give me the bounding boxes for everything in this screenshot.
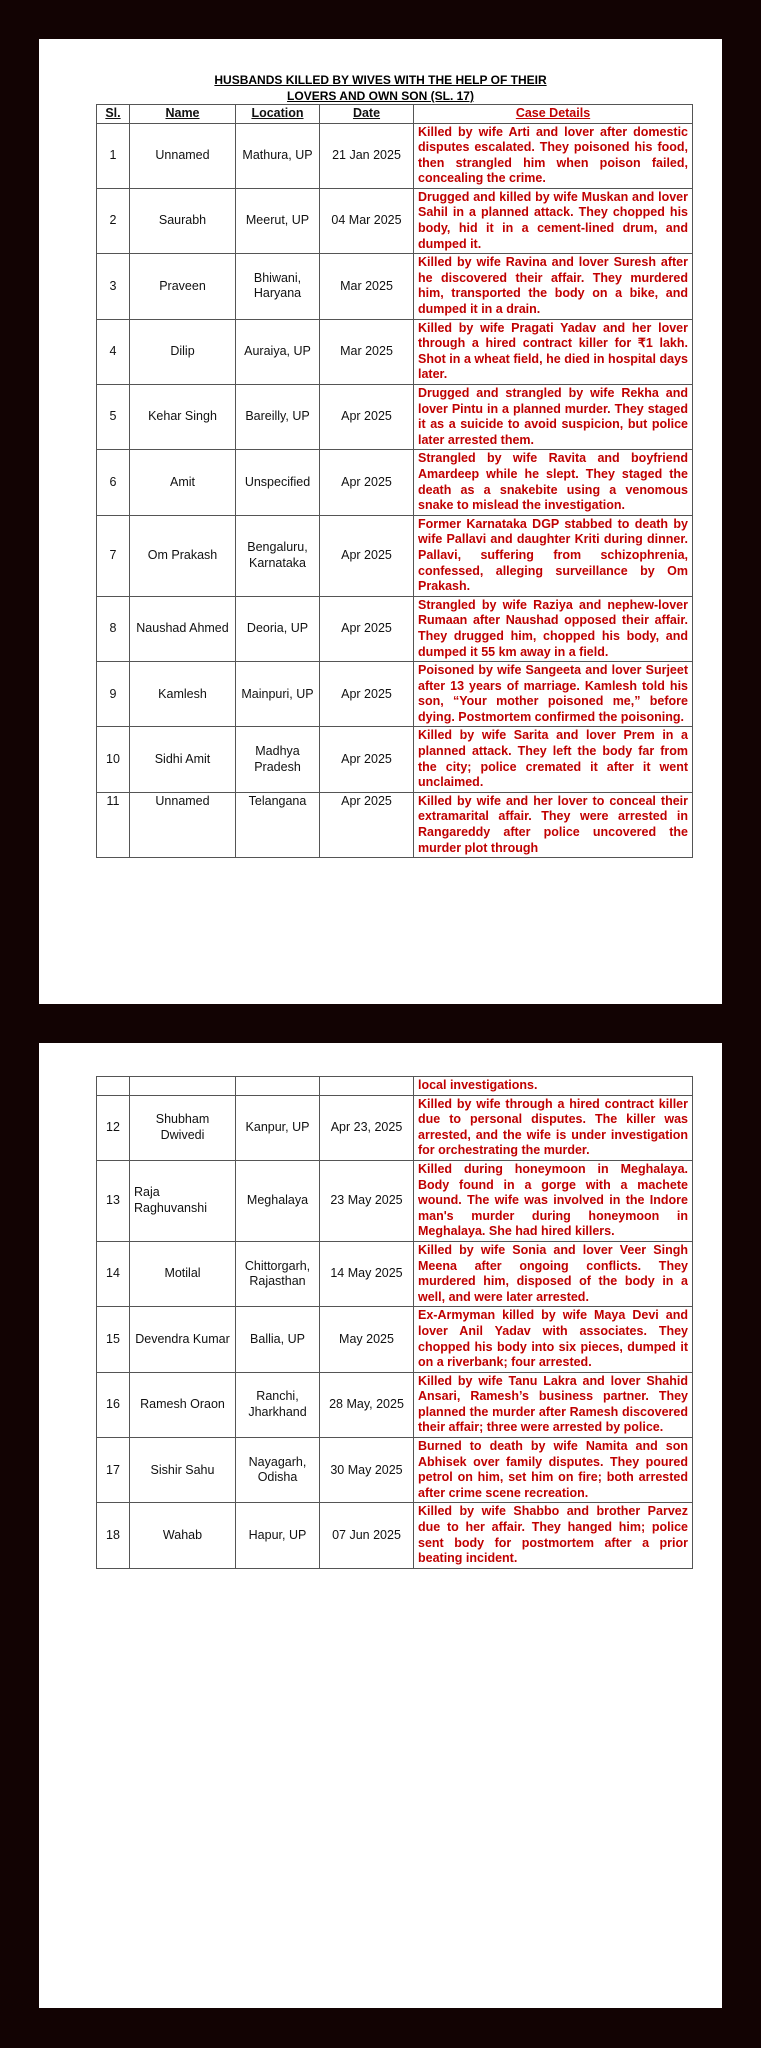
cell-date: Mar 2025 bbox=[320, 319, 414, 384]
table-row bbox=[97, 1160, 693, 1241]
cell-case-details: Strangled by wife Raziya and nephew-lover Rumaan after Naushad opposed their affair. They drugged him, chopped his body, and dumped it 55 km away in a field. bbox=[414, 596, 693, 661]
cell-case-details: Strangled by wife Ravita and boyfriend Amardeep while he slept. They staged the death as a snakebite using a venomous snake to mislead the investigation. bbox=[414, 450, 693, 515]
cell-date: 21 Jan 2025 bbox=[320, 123, 414, 188]
cell-sl: 1 bbox=[97, 123, 130, 188]
cell-case-details: Former Karnataka DGP stabbed to death by wife Pallavi and daughter Kriti during dinner. Pallavi, suffering from schizophrenia, confessed, alleging surveillance by Om Prakash. bbox=[414, 515, 693, 596]
cell-date: Apr 23, 2025 bbox=[320, 1095, 414, 1160]
cell-sl: 9 bbox=[97, 662, 130, 727]
cell-name: Amit bbox=[130, 450, 236, 515]
cell-location: Nayagarh, Odisha bbox=[236, 1438, 320, 1503]
table-row bbox=[97, 319, 693, 384]
cell-location: Bareilly, UP bbox=[236, 385, 320, 450]
header-case-details: Case Details bbox=[414, 105, 693, 124]
cell-location: Mainpuri, UP bbox=[236, 662, 320, 727]
cases-table-page-2 bbox=[96, 1076, 693, 1569]
cell-date: Apr 2025 bbox=[320, 385, 414, 450]
cell-date: Apr 2025 bbox=[320, 792, 414, 857]
cell-date: Apr 2025 bbox=[320, 450, 414, 515]
cell-date: Mar 2025 bbox=[320, 254, 414, 319]
cell-date: Apr 2025 bbox=[320, 515, 414, 596]
cell-sl: 17 bbox=[97, 1438, 130, 1503]
cell-name: Raja Raghuvanshi bbox=[130, 1160, 236, 1241]
cell-case-details: Killed by wife Sonia and lover Veer Singh Meena after ongoing conflicts. They murdered him, disposed of the body in a well, and were later arrested. bbox=[414, 1241, 693, 1306]
cell-location: Ballia, UP bbox=[236, 1307, 320, 1372]
table-row bbox=[97, 385, 693, 450]
cell-location: Kanpur, UP bbox=[236, 1095, 320, 1160]
table-row bbox=[97, 515, 693, 596]
header-sl: Sl. bbox=[97, 105, 130, 124]
cell-sl: 7 bbox=[97, 515, 130, 596]
cell-name: Saurabh bbox=[130, 188, 236, 253]
cell-location: Meerut, UP bbox=[236, 188, 320, 253]
cell-date: 23 May 2025 bbox=[320, 1160, 414, 1241]
cell-date: 14 May 2025 bbox=[320, 1241, 414, 1306]
cell-sl: 10 bbox=[97, 727, 130, 792]
cell-location: Chittorgarh, Rajasthan bbox=[236, 1241, 320, 1306]
cell-case-details: Killed by wife Tanu Lakra and lover Shahid Ansari, Ramesh’s business partner. They planned the murder after Ramesh discovered their affair; three were arrested by police. bbox=[414, 1372, 693, 1437]
cell-name: Kamlesh bbox=[130, 662, 236, 727]
cell-case-details: Burned to death by wife Namita and son Abhisek over family disputes. They poured petrol on him, set him on fire; both arrested after crime scene recreation. bbox=[414, 1438, 693, 1503]
table-row bbox=[97, 792, 693, 857]
cell-date: May 2025 bbox=[320, 1307, 414, 1372]
header-name: Name bbox=[130, 105, 236, 124]
cell-location: Meghalaya bbox=[236, 1160, 320, 1241]
cell-location: Ranchi, Jharkhand bbox=[236, 1372, 320, 1437]
cell-date: 28 May, 2025 bbox=[320, 1372, 414, 1437]
title-line-2: LOVERS AND OWN SON (SL. 17) bbox=[287, 89, 474, 103]
case-details-continuation: local investigations. bbox=[414, 1077, 693, 1096]
table-row bbox=[97, 1241, 693, 1306]
cell-sl: 4 bbox=[97, 319, 130, 384]
cell-name: Kehar Singh bbox=[130, 385, 236, 450]
cell-name: Dilip bbox=[130, 319, 236, 384]
cell-case-details: Killed by wife Pragati Yadav and her lover through a hired contract killer for ₹1 lakh. Shot in a wheat field, he died in hospital days later. bbox=[414, 319, 693, 384]
cell-sl: 18 bbox=[97, 1503, 130, 1568]
cell-sl: 2 bbox=[97, 188, 130, 253]
cell-name: Sishir Sahu bbox=[130, 1438, 236, 1503]
cell-name: Praveen bbox=[130, 254, 236, 319]
cell-location: Deoria, UP bbox=[236, 596, 320, 661]
cell-date: 04 Mar 2025 bbox=[320, 188, 414, 253]
cell-case-details: Killed by wife and her lover to conceal their extramarital affair. They were arrested in Rangareddy after police uncovered the murder plot through bbox=[414, 792, 693, 857]
cell-date: Apr 2025 bbox=[320, 727, 414, 792]
cell-case-details: Killed by wife Ravina and lover Suresh after he discovered their affair. They murdered him, transported the body on a bike, and dumped it in a drain. bbox=[414, 254, 693, 319]
cell-name: Om Prakash bbox=[130, 515, 236, 596]
cell-name: Unnamed bbox=[130, 123, 236, 188]
table-row bbox=[97, 662, 693, 727]
cell-location: Auraiya, UP bbox=[236, 319, 320, 384]
cell-name: Sidhi Amit bbox=[130, 727, 236, 792]
cell-date: Apr 2025 bbox=[320, 596, 414, 661]
table-row bbox=[97, 1372, 693, 1437]
table-row bbox=[97, 1438, 693, 1503]
cell-location: Mathura, UP bbox=[236, 123, 320, 188]
title-line-1: HUSBANDS KILLED BY WIVES WITH THE HELP OF THEIR bbox=[214, 73, 547, 87]
cell-location: Bhiwani, Haryana bbox=[236, 254, 320, 319]
table-row bbox=[97, 1503, 693, 1568]
cell-case-details: Killed during honeymoon in Meghalaya. Body found in a gorge with a machete wound. The wife was involved in the Indore man's murder during honeymoon in Meghalaya. She had hired killers. bbox=[414, 1160, 693, 1241]
cell-sl: 5 bbox=[97, 385, 130, 450]
cell-sl: 11 bbox=[97, 792, 130, 857]
table-row bbox=[97, 123, 693, 188]
cell-name: Devendra Kumar bbox=[130, 1307, 236, 1372]
cell-date: Apr 2025 bbox=[320, 662, 414, 727]
cell-name: Wahab bbox=[130, 1503, 236, 1568]
cell-sl: 13 bbox=[97, 1160, 130, 1241]
document-title bbox=[39, 72, 722, 104]
cell-sl: 16 bbox=[97, 1372, 130, 1437]
cell-sl: 14 bbox=[97, 1241, 130, 1306]
cell-name: Ramesh Oraon bbox=[130, 1372, 236, 1437]
cell-sl: 3 bbox=[97, 254, 130, 319]
table-row bbox=[97, 596, 693, 661]
document-page-1 bbox=[39, 39, 722, 1004]
cell-name: Naushad Ahmed bbox=[130, 596, 236, 661]
cell-location: Hapur, UP bbox=[236, 1503, 320, 1568]
table-row bbox=[97, 1095, 693, 1160]
table-header-row bbox=[97, 105, 693, 124]
cell-location: Unspecified bbox=[236, 450, 320, 515]
cell-location: Bengaluru, Karnataka bbox=[236, 515, 320, 596]
cell-case-details: Killed by wife Sarita and lover Prem in a planned attack. They left the body far from the city; police cremated it after it went unclaimed. bbox=[414, 727, 693, 792]
cell-location: Telangana bbox=[236, 792, 320, 857]
cell-sl: 12 bbox=[97, 1095, 130, 1160]
cell-date: 07 Jun 2025 bbox=[320, 1503, 414, 1568]
cell-location: Madhya Pradesh bbox=[236, 727, 320, 792]
cell-sl: 6 bbox=[97, 450, 130, 515]
cell-case-details: Killed by wife Shabbo and brother Parvez due to her affair. They hanged him; police sent body for postmortem after a prior beating incident. bbox=[414, 1503, 693, 1568]
cell-case-details: Ex-Armyman killed by wife Maya Devi and lover Anil Yadav with associates. They chopped his body into six pieces, dumped it on a riverbank; four arrested. bbox=[414, 1307, 693, 1372]
cell-sl: 15 bbox=[97, 1307, 130, 1372]
table-row bbox=[97, 188, 693, 253]
table-row bbox=[97, 450, 693, 515]
cell-name: Unnamed bbox=[130, 792, 236, 857]
cell-case-details: Killed by wife Arti and lover after domestic disputes escalated. They poisoned his food, then strangled him when poison failed, concealing the crime. bbox=[414, 123, 693, 188]
cases-table-page-1 bbox=[96, 104, 693, 858]
cell-name: Motilal bbox=[130, 1241, 236, 1306]
table-row bbox=[97, 1307, 693, 1372]
cell-case-details: Poisoned by wife Sangeeta and lover Surjeet after 13 years of marriage. Kamlesh told his son, “Your mother poisoned me,” before dying. Postmortem confirmed the poisoning. bbox=[414, 662, 693, 727]
cell-name: Shubham Dwivedi bbox=[130, 1095, 236, 1160]
table-row bbox=[97, 254, 693, 319]
header-location: Location bbox=[236, 105, 320, 124]
table-row bbox=[97, 727, 693, 792]
cell-case-details: Killed by wife through a hired contract killer due to personal disputes. The killer was arrested, and the wife is under investigation for orchestrating the murder. bbox=[414, 1095, 693, 1160]
header-date: Date bbox=[320, 105, 414, 124]
cell-case-details: Drugged and strangled by wife Rekha and lover Pintu in a planned murder. They staged it as a suicide to avoid suspicion, but police later arrested them. bbox=[414, 385, 693, 450]
continuation-row bbox=[97, 1077, 693, 1096]
cell-date: 30 May 2025 bbox=[320, 1438, 414, 1503]
cell-case-details: Drugged and killed by wife Muskan and lover Sahil in a planned attack. They chopped his body, hid it in a cement-lined drum, and dumped it. bbox=[414, 188, 693, 253]
document-page-2 bbox=[39, 1043, 722, 2008]
cell-sl: 8 bbox=[97, 596, 130, 661]
